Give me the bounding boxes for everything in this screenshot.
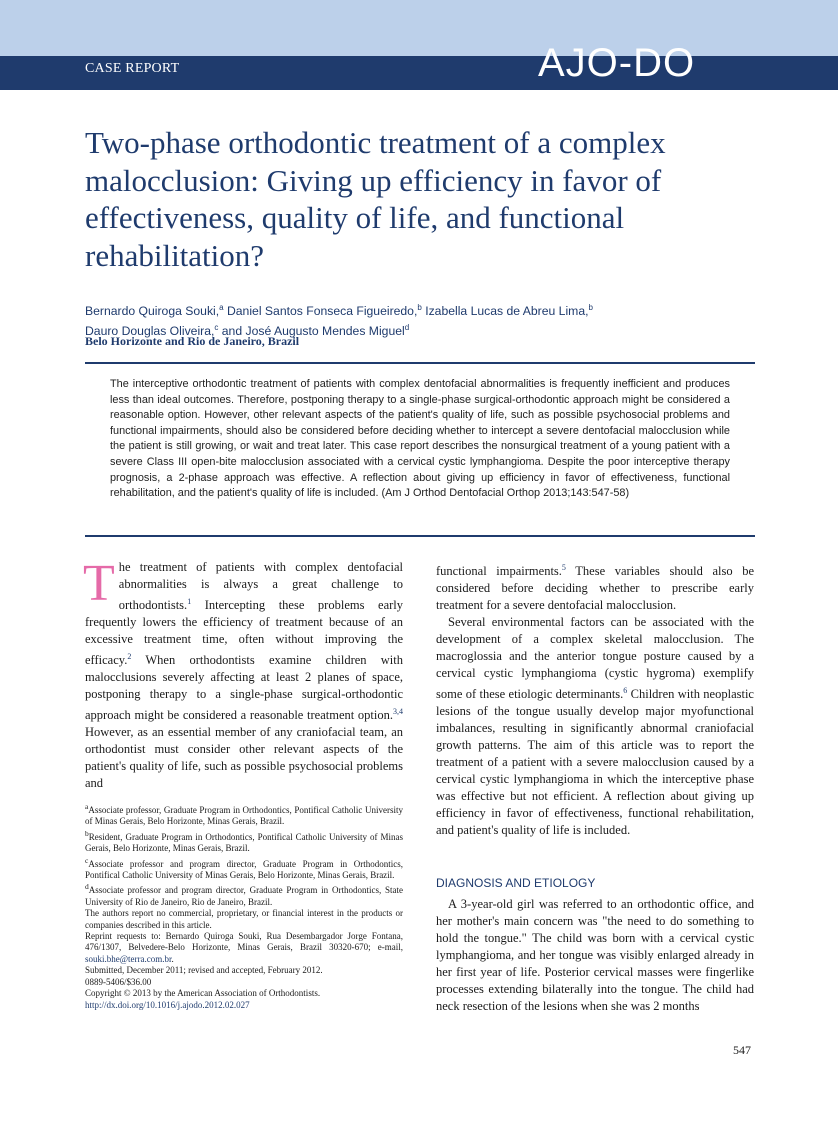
header-light-band xyxy=(0,0,838,56)
body-text: functional impairments. xyxy=(436,564,562,579)
body-text: he treatment of patients with complex dentofacial abnormalities is always a great challenge to orthodontists. xyxy=(118,560,403,613)
paragraph: A 3-year-old girl was referred to an orthodontic office, and her mother's main concern was "the need to do something to hold the tongue." The child was born with a cervical cystic lymphangioma, and her tongue was visibly enlarged already in her first year of life. Posterior cervical masses were fingerlike processes extending bilaterally into the tongue. The child had neck resection of the lesions when she was 2 months xyxy=(436,897,754,1013)
body-text: Children with neoplastic lesions of the tongue usually develop major myofunctional imbalances, resulting in significantly abnormal craniofacial growth patterns. The aim of this article was to report the treatment of a patient with a severe malocclusion caused by a cervical cystic lymphangioma in which the interceptive phase was effective but not efficient. A reflection about giving up efficiency in favor of effectiveness, functional rehabilitation, and patient's quality of life is included. xyxy=(436,687,754,838)
section-label: CASE REPORT xyxy=(85,61,180,76)
drop-cap: T xyxy=(83,555,115,612)
author-affiliation-mark: a xyxy=(219,303,224,312)
body-column-left xyxy=(83,555,403,792)
reference-link[interactable]: 6 xyxy=(623,686,628,696)
copyright: Copyright © 2013 by the American Association of Orthodontists. xyxy=(85,988,321,999)
footnote xyxy=(85,881,403,908)
author-affiliation-mark: c xyxy=(214,322,219,332)
journal-logo: AJO-DO xyxy=(538,41,696,85)
paragraph xyxy=(83,555,403,792)
footnote-mark: b xyxy=(85,828,89,838)
footnote-mark: d xyxy=(85,882,89,892)
footnote xyxy=(85,828,403,855)
footnote xyxy=(85,855,403,882)
footnotes xyxy=(85,801,403,1011)
abstract-bottom-rule xyxy=(85,535,755,537)
email-link[interactable]: souki.bhe@terra.com.br xyxy=(85,953,172,964)
author-location: Belo Horizonte and Rio de Janeiro, Brazil xyxy=(85,334,300,348)
author-name: Daniel Santos Fonseca Figueiredo, xyxy=(223,304,418,319)
body-text: However, as an essential member of any craniofacial team, an orthodontist must consider other relevant aspects of the patient's quality of life, such as possible psychosocial problems and xyxy=(85,725,403,791)
paragraph xyxy=(436,614,754,839)
body-text: These variables should also be considered before deciding whether to prescribe early treatment for a severe dentofacial malocclusion. xyxy=(436,564,754,613)
body-column-right xyxy=(436,559,754,839)
footnote-text: Associate professor, Graduate Program in Orthodontics, Pontifical Catholic University of Minas Gerais, Belo Horizonte, Minas Gerais, Brazil. xyxy=(85,805,403,827)
body-column-right-continued xyxy=(436,896,754,1015)
footnote xyxy=(85,801,403,828)
reference-link[interactable]: 3,4 xyxy=(393,707,403,717)
section-heading: DIAGNOSIS AND ETIOLOGY xyxy=(436,876,596,890)
reprint-requests xyxy=(85,931,403,965)
footnote-text: Associate professor and program director, Graduate Program in Orthodontics, Pontifical Catholic University of Minas Gerais, Belo Horizonte, Minas Gerais, Brazil. xyxy=(85,858,403,881)
footnote-text: Resident, Graduate Program in Orthodontics, Pontifical Catholic University of Minas Gerais, Belo Horizonte, Minas Gerais, Brazil. xyxy=(85,831,403,854)
abstract-top-rule xyxy=(85,362,755,364)
body-text: Several environmental factors can be associated with the development of a complex skeletal malocclusion. The macroglossia and the anterior tongue posture caused by a cervical cystic lymphangioma (cystic hygroma) exemplify some of these etiologic determinants. xyxy=(436,615,754,702)
conflict-statement: The authors report no commercial, proprietary, or financial interest in the products or companies described in this article. xyxy=(85,908,403,930)
footnote-text: Associate professor and program director, Graduate Program in Orthodontics, State University of Rio de Janeiro, Rio de Janeiro, Brazil. xyxy=(85,885,403,907)
body-text: When orthodontists examine children with malocclusions severely affecting at least 2 planes of space, postponing therapy to a single-phase surgical-orthodontic approach might be considered a reasonable treatment option. xyxy=(85,653,403,723)
reprint-text: . xyxy=(171,953,174,964)
body-text: Intercepting these problems early frequently lowers the efficiency of treatment because of an excessive treatment time, often without improving the efficacy. xyxy=(85,598,403,668)
author-name: Bernardo Quiroga Souki, xyxy=(85,304,220,319)
footnote-mark: a xyxy=(85,802,89,811)
doi-link[interactable]: http://dx.doi.org/10.1016/j.ajodo.2012.02.027 xyxy=(85,999,250,1010)
article-title: Two-phase orthodontic treatment of a complex malocclusion: Giving up efficiency in favor of effectiveness, quality of life, and functional rehabilitation? xyxy=(85,125,666,273)
abstract: The interceptive orthodontic treatment of patients with complex dentofacial abnormalities is frequently inefficient and produces less than ideal outcomes. Therefore, postponing therapy to a single-phase surgical-orthodontic approach might be considered a reasonable option. However, other relevant aspects of the patient's quality of life, such as possible psychosocial problems and functional impairments, should also be considered before deciding whether to intercept a severe dentofacial malocclusion while the patient is still growing, or wait and treat later. This case report describes the nonsurgical treatment of a young patient with a severe Class III open-bite malocclusion associated with a cervical cystic lymphangioma. Despite the poor interceptive therapy prognosis, a 2-phase approach was effective. A reflection about giving up efficiency in favor of effectiveness, functional rehabilitation, and the patient's quality of life is included. (Am J Orthod Dentofacial Orthop 2013;143:547-58) xyxy=(110,378,730,500)
reference-link[interactable]: 2 xyxy=(127,652,132,662)
issn: 0889-5406/$36.00 xyxy=(85,976,152,987)
author-affiliation-mark: d xyxy=(404,322,410,332)
author-affiliation-mark: b xyxy=(417,303,422,312)
author-affiliation-mark: b xyxy=(588,303,593,312)
reprint-text: Reprint requests to: Bernardo Quiroga Souki, Rua Desembargador Jorge Fontana, 476/1307, Belvedere-Belo Horizonte, Minas Gerais, Brazil 30320-670; e-mail, xyxy=(85,931,403,953)
submission-dates: Submitted, December 2011; revised and accepted, February 2012. xyxy=(85,965,323,976)
reference-link[interactable]: 1 xyxy=(187,597,192,606)
author-name: Izabella Lucas de Abreu Lima, xyxy=(421,304,589,319)
author-name: and José Augusto Mendes Miguel xyxy=(218,323,405,338)
footnote-mark: c xyxy=(85,855,89,865)
author-name: Dauro Douglas Oliveira, xyxy=(85,323,215,338)
paragraph xyxy=(436,559,754,614)
reference-link[interactable]: 5 xyxy=(561,563,566,572)
page-number: 547 xyxy=(733,1043,751,1057)
